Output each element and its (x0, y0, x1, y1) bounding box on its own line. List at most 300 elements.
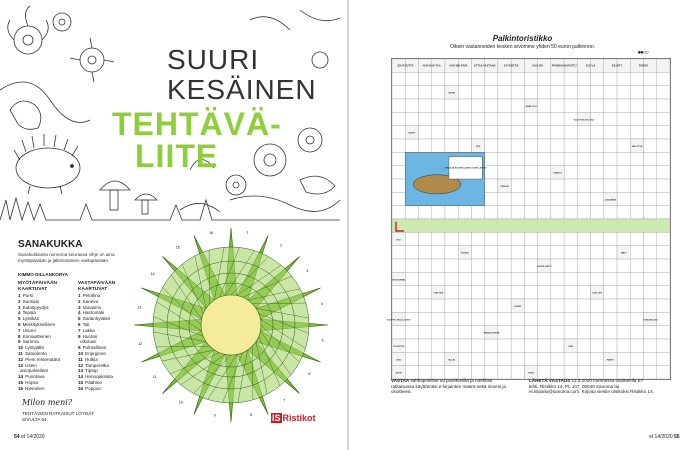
grid-cell[interactable] (405, 326, 418, 339)
grid-cell[interactable] (485, 206, 498, 219)
grid-cell[interactable] (644, 166, 657, 179)
grid-cell[interactable] (418, 232, 431, 245)
grid-cell[interactable] (524, 326, 537, 339)
grid-cell[interactable] (617, 86, 630, 99)
grid-cell[interactable] (657, 152, 670, 165)
grid-cell[interactable] (538, 352, 551, 365)
grid-cell[interactable] (392, 246, 405, 259)
grid-cell[interactable] (498, 86, 511, 99)
grid-cell[interactable] (577, 326, 590, 339)
grid-cell[interactable] (458, 352, 471, 365)
grid-cell[interactable] (591, 206, 604, 219)
grid-cell[interactable] (630, 206, 643, 219)
grid-cell[interactable] (538, 192, 551, 205)
grid-cell[interactable] (485, 286, 498, 299)
grid-cell[interactable] (564, 326, 577, 339)
grid-cell[interactable] (445, 286, 458, 299)
grid-cell[interactable] (644, 139, 657, 152)
grid-cell[interactable] (644, 246, 657, 259)
grid-cell[interactable] (591, 246, 604, 259)
grid-cell[interactable] (551, 72, 564, 85)
grid-cell[interactable] (405, 99, 418, 112)
grid-cell[interactable] (630, 272, 643, 285)
grid-cell[interactable] (564, 272, 577, 285)
grid-cell[interactable] (511, 312, 524, 325)
grid-cell[interactable] (538, 246, 551, 259)
grid-cell[interactable] (617, 139, 630, 152)
grid-cell[interactable] (418, 206, 431, 219)
grid-cell[interactable] (657, 139, 670, 152)
grid-cell[interactable] (577, 299, 590, 312)
grid-cell[interactable] (432, 366, 445, 379)
grid-cell[interactable] (617, 192, 630, 205)
grid-cell[interactable] (630, 352, 643, 365)
grid-cell[interactable] (471, 126, 484, 139)
grid-cell[interactable] (392, 192, 405, 205)
grid-cell[interactable] (657, 179, 670, 192)
grid-cell[interactable] (524, 112, 537, 125)
grid-cell[interactable] (591, 312, 604, 325)
grid-cell[interactable] (657, 166, 670, 179)
grid-cell[interactable] (630, 152, 643, 165)
grid-cell[interactable] (644, 206, 657, 219)
grid-cell[interactable] (485, 139, 498, 152)
grid-cell[interactable] (591, 179, 604, 192)
grid-cell[interactable] (511, 339, 524, 352)
grid-cell[interactable] (498, 152, 511, 165)
grid-cell[interactable] (392, 179, 405, 192)
grid-cell[interactable] (644, 99, 657, 112)
grid-cell[interactable] (511, 99, 524, 112)
grid-cell[interactable] (604, 299, 617, 312)
grid-cell[interactable] (445, 339, 458, 352)
grid-cell[interactable] (432, 232, 445, 245)
grid-cell[interactable] (538, 366, 551, 379)
grid-cell[interactable] (538, 126, 551, 139)
grid-cell[interactable] (524, 299, 537, 312)
grid-cell[interactable] (445, 112, 458, 125)
grid-cell[interactable] (432, 299, 445, 312)
grid-cell[interactable] (657, 312, 670, 325)
grid-cell[interactable] (604, 99, 617, 112)
grid-cell[interactable] (392, 99, 405, 112)
grid-cell[interactable] (418, 299, 431, 312)
grid-cell[interactable] (644, 86, 657, 99)
grid-cell[interactable] (392, 86, 405, 99)
grid-cell[interactable] (564, 86, 577, 99)
grid-cell[interactable] (630, 366, 643, 379)
grid-cell[interactable] (432, 352, 445, 365)
grid-cell[interactable] (617, 272, 630, 285)
grid-cell[interactable] (485, 299, 498, 312)
grid-cell[interactable] (630, 72, 643, 85)
grid-cell[interactable] (405, 299, 418, 312)
grid-cell[interactable] (405, 86, 418, 99)
grid-cell[interactable] (405, 206, 418, 219)
grid-cell[interactable] (564, 126, 577, 139)
grid-cell[interactable] (405, 139, 418, 152)
grid-cell[interactable] (498, 166, 511, 179)
grid-cell[interactable] (418, 246, 431, 259)
grid-cell[interactable] (524, 206, 537, 219)
grid-cell[interactable] (471, 232, 484, 245)
grid-cell[interactable] (498, 206, 511, 219)
grid-cell[interactable] (471, 366, 484, 379)
grid-cell[interactable] (564, 206, 577, 219)
grid-cell[interactable] (551, 192, 564, 205)
grid-cell[interactable] (577, 72, 590, 85)
grid-cell[interactable] (458, 232, 471, 245)
grid-cell[interactable] (432, 72, 445, 85)
grid-cell[interactable] (617, 126, 630, 139)
grid-cell[interactable] (418, 72, 431, 85)
grid-cell[interactable] (617, 312, 630, 325)
grid-cell[interactable] (538, 112, 551, 125)
grid-cell[interactable] (471, 99, 484, 112)
grid-cell[interactable] (432, 139, 445, 152)
grid-cell[interactable] (485, 272, 498, 285)
grid-cell[interactable] (524, 72, 537, 85)
grid-cell[interactable] (458, 72, 471, 85)
grid-cell[interactable] (551, 126, 564, 139)
grid-cell[interactable] (405, 286, 418, 299)
grid-cell[interactable] (524, 272, 537, 285)
grid-cell[interactable] (604, 86, 617, 99)
grid-cell[interactable] (617, 366, 630, 379)
grid-cell[interactable] (405, 112, 418, 125)
grid-cell[interactable] (511, 232, 524, 245)
crossword-grid[interactable] (386, 58, 671, 380)
grid-cell[interactable] (405, 246, 418, 259)
grid-cell[interactable] (471, 352, 484, 365)
grid-cell[interactable] (617, 179, 630, 192)
grid-cell[interactable] (432, 272, 445, 285)
grid-cell[interactable] (445, 126, 458, 139)
grid-cell[interactable] (630, 179, 643, 192)
grid-cell[interactable] (657, 339, 670, 352)
grid-cell[interactable] (538, 286, 551, 299)
grid-cell[interactable] (564, 139, 577, 152)
grid-cell[interactable] (485, 232, 498, 245)
grid-cell[interactable] (471, 86, 484, 99)
grid-cell[interactable] (591, 232, 604, 245)
grid-cell[interactable] (418, 286, 431, 299)
grid-cell[interactable] (485, 312, 498, 325)
grid-cell[interactable] (604, 179, 617, 192)
grid-cell[interactable] (644, 299, 657, 312)
grid-cell[interactable] (538, 152, 551, 165)
grid-cell[interactable] (445, 299, 458, 312)
grid-cell[interactable] (644, 152, 657, 165)
grid-cell[interactable] (445, 366, 458, 379)
grid-cell[interactable] (591, 126, 604, 139)
grid-cell[interactable] (524, 192, 537, 205)
grid-cell[interactable] (392, 112, 405, 125)
grid-cell[interactable] (604, 366, 617, 379)
grid-cell[interactable] (418, 352, 431, 365)
grid-cell[interactable] (524, 312, 537, 325)
grid-cell[interactable] (498, 259, 511, 272)
grid-cell[interactable] (405, 272, 418, 285)
grid-cell[interactable] (564, 352, 577, 365)
grid-cell[interactable] (432, 246, 445, 259)
grid-cell[interactable] (591, 352, 604, 365)
grid-cell[interactable] (458, 286, 471, 299)
grid-cell[interactable] (551, 259, 564, 272)
grid-cell[interactable] (577, 312, 590, 325)
grid-cell[interactable] (604, 232, 617, 245)
grid-cell[interactable] (458, 99, 471, 112)
grid-cell[interactable] (458, 126, 471, 139)
grid-cell[interactable] (485, 366, 498, 379)
grid-cell[interactable] (445, 72, 458, 85)
grid-cell[interactable] (392, 326, 405, 339)
grid-cell[interactable] (418, 139, 431, 152)
grid-cell[interactable] (564, 259, 577, 272)
grid-cell[interactable] (511, 126, 524, 139)
grid-cell[interactable] (498, 192, 511, 205)
grid-cell[interactable] (630, 112, 643, 125)
grid-cell[interactable] (564, 179, 577, 192)
grid-cell[interactable] (485, 112, 498, 125)
grid-cell[interactable] (498, 339, 511, 352)
grid-cell[interactable] (657, 299, 670, 312)
grid-cell[interactable] (617, 166, 630, 179)
grid-cell[interactable] (471, 259, 484, 272)
grid-cell[interactable] (511, 259, 524, 272)
grid-cell[interactable] (591, 366, 604, 379)
grid-cell[interactable] (657, 206, 670, 219)
grid-cell[interactable] (657, 366, 670, 379)
grid-cell[interactable] (538, 179, 551, 192)
grid-cell[interactable] (471, 206, 484, 219)
grid-cell[interactable] (644, 272, 657, 285)
grid-cell[interactable] (617, 152, 630, 165)
grid-cell[interactable] (458, 112, 471, 125)
grid-cell[interactable] (604, 339, 617, 352)
grid-cell[interactable] (392, 286, 405, 299)
grid-cell[interactable] (458, 366, 471, 379)
grid-cell[interactable] (485, 179, 498, 192)
grid-cell[interactable] (577, 99, 590, 112)
grid-cell[interactable] (604, 272, 617, 285)
grid-cell[interactable] (445, 259, 458, 272)
grid-cell[interactable] (485, 166, 498, 179)
grid-cell[interactable] (418, 366, 431, 379)
grid-cell[interactable] (405, 72, 418, 85)
grid-cell[interactable] (657, 352, 670, 365)
grid-cell[interactable] (458, 206, 471, 219)
grid-cell[interactable] (644, 126, 657, 139)
grid-cell[interactable] (551, 232, 564, 245)
grid-cell[interactable] (485, 72, 498, 85)
grid-cell[interactable] (591, 259, 604, 272)
grid-cell[interactable] (458, 259, 471, 272)
grid-cell[interactable] (604, 126, 617, 139)
grid-cell[interactable] (564, 299, 577, 312)
grid-cell[interactable] (524, 126, 537, 139)
grid-cell[interactable] (538, 272, 551, 285)
grid-cell[interactable] (511, 166, 524, 179)
grid-cell[interactable] (445, 272, 458, 285)
grid-cell[interactable] (577, 206, 590, 219)
grid-cell[interactable] (644, 232, 657, 245)
grid-cell[interactable] (432, 126, 445, 139)
grid-cell[interactable] (498, 272, 511, 285)
grid-cell[interactable] (485, 126, 498, 139)
crossword-grid-svg[interactable] (386, 59, 670, 379)
grid-cell[interactable] (577, 286, 590, 299)
grid-cell[interactable] (644, 366, 657, 379)
grid-cell[interactable] (591, 326, 604, 339)
grid-cell[interactable] (445, 232, 458, 245)
grid-cell[interactable] (498, 246, 511, 259)
grid-cell[interactable] (418, 126, 431, 139)
grid-cell[interactable] (432, 99, 445, 112)
grid-cell[interactable] (445, 206, 458, 219)
grid-cell[interactable] (498, 232, 511, 245)
grid-cell[interactable] (617, 112, 630, 125)
grid-cell[interactable] (644, 179, 657, 192)
grid-cell[interactable] (630, 86, 643, 99)
grid-cell[interactable] (617, 352, 630, 365)
grid-cell[interactable] (657, 192, 670, 205)
grid-cell[interactable] (551, 206, 564, 219)
grid-cell[interactable] (445, 139, 458, 152)
word-flower-puzzle[interactable] (132, 226, 330, 424)
grid-cell[interactable] (524, 139, 537, 152)
grid-cell[interactable] (445, 246, 458, 259)
grid-cell[interactable] (485, 339, 498, 352)
grid-cell[interactable] (524, 352, 537, 365)
grid-cell[interactable] (551, 99, 564, 112)
grid-cell[interactable] (644, 192, 657, 205)
grid-cell[interactable] (498, 352, 511, 365)
grid-cell[interactable] (551, 139, 564, 152)
grid-cell[interactable] (538, 232, 551, 245)
grid-cell[interactable] (604, 259, 617, 272)
grid-cell[interactable] (418, 272, 431, 285)
grid-cell[interactable] (630, 232, 643, 245)
grid-cell[interactable] (458, 312, 471, 325)
grid-cell[interactable] (511, 112, 524, 125)
grid-cell[interactable] (524, 246, 537, 259)
grid-cell[interactable] (657, 246, 670, 259)
grid-cell[interactable] (471, 112, 484, 125)
grid-cell[interactable] (577, 86, 590, 99)
grid-cell[interactable] (511, 192, 524, 205)
grid-cell[interactable] (538, 206, 551, 219)
grid-cell[interactable] (577, 246, 590, 259)
grid-cell[interactable] (657, 99, 670, 112)
grid-cell[interactable] (657, 232, 670, 245)
grid-cell[interactable] (511, 152, 524, 165)
grid-cell[interactable] (511, 352, 524, 365)
grid-cell[interactable] (418, 259, 431, 272)
grid-cell[interactable] (630, 99, 643, 112)
grid-cell[interactable] (405, 352, 418, 365)
grid-cell[interactable] (551, 366, 564, 379)
grid-cell[interactable] (405, 259, 418, 272)
grid-cell[interactable] (604, 166, 617, 179)
grid-cell[interactable] (657, 259, 670, 272)
grid-cell[interactable] (630, 126, 643, 139)
grid-cell[interactable] (644, 352, 657, 365)
grid-cell[interactable] (577, 352, 590, 365)
grid-cell[interactable] (604, 72, 617, 85)
grid-cell[interactable] (458, 299, 471, 312)
grid-cell[interactable] (485, 152, 498, 165)
grid-cell[interactable] (432, 339, 445, 352)
grid-cell[interactable] (471, 286, 484, 299)
grid-cell[interactable] (498, 366, 511, 379)
grid-cell[interactable] (564, 192, 577, 205)
grid-cell[interactable] (617, 299, 630, 312)
grid-cell[interactable] (564, 99, 577, 112)
grid-cell[interactable] (418, 326, 431, 339)
grid-cell[interactable] (392, 72, 405, 85)
grid-cell[interactable] (392, 206, 405, 219)
grid-cell[interactable] (458, 272, 471, 285)
grid-cell[interactable] (644, 72, 657, 85)
grid-cell[interactable] (524, 259, 537, 272)
grid-cell[interactable] (591, 166, 604, 179)
grid-cell[interactable] (458, 326, 471, 339)
grid-cell[interactable] (564, 286, 577, 299)
grid-cell[interactable] (432, 86, 445, 99)
grid-cell[interactable] (471, 299, 484, 312)
grid-cell[interactable] (498, 326, 511, 339)
grid-cell[interactable] (471, 339, 484, 352)
grid-cell[interactable] (630, 192, 643, 205)
grid-cell[interactable] (392, 166, 405, 179)
grid-cell[interactable] (604, 139, 617, 152)
grid-cell[interactable] (577, 272, 590, 285)
grid-cell[interactable] (551, 352, 564, 365)
grid-cell[interactable] (604, 326, 617, 339)
grid-cell[interactable] (485, 259, 498, 272)
grid-cell[interactable] (551, 339, 564, 352)
grid-cell[interactable] (551, 86, 564, 99)
grid-cell[interactable] (630, 259, 643, 272)
grid-cell[interactable] (551, 272, 564, 285)
grid-cell[interactable] (551, 112, 564, 125)
grid-cell[interactable] (617, 72, 630, 85)
grid-cell[interactable] (591, 72, 604, 85)
grid-cell[interactable] (485, 192, 498, 205)
grid-cell[interactable] (591, 86, 604, 99)
grid-cell[interactable] (657, 112, 670, 125)
grid-cell[interactable] (392, 139, 405, 152)
grid-cell[interactable] (657, 126, 670, 139)
grid-cell[interactable] (591, 192, 604, 205)
grid-cell[interactable] (564, 72, 577, 85)
grid-cell[interactable] (630, 286, 643, 299)
grid-cell[interactable] (657, 86, 670, 99)
grid-cell[interactable] (524, 152, 537, 165)
grid-cell[interactable] (432, 206, 445, 219)
grid-cell[interactable] (498, 139, 511, 152)
grid-cell[interactable] (432, 112, 445, 125)
grid-cell[interactable] (657, 72, 670, 85)
grid-cell[interactable] (551, 312, 564, 325)
grid-cell[interactable] (538, 339, 551, 352)
grid-cell[interactable] (644, 286, 657, 299)
grid-cell[interactable] (604, 152, 617, 165)
grid-cell[interactable] (577, 232, 590, 245)
grid-cell[interactable] (538, 326, 551, 339)
grid-cell[interactable] (432, 326, 445, 339)
